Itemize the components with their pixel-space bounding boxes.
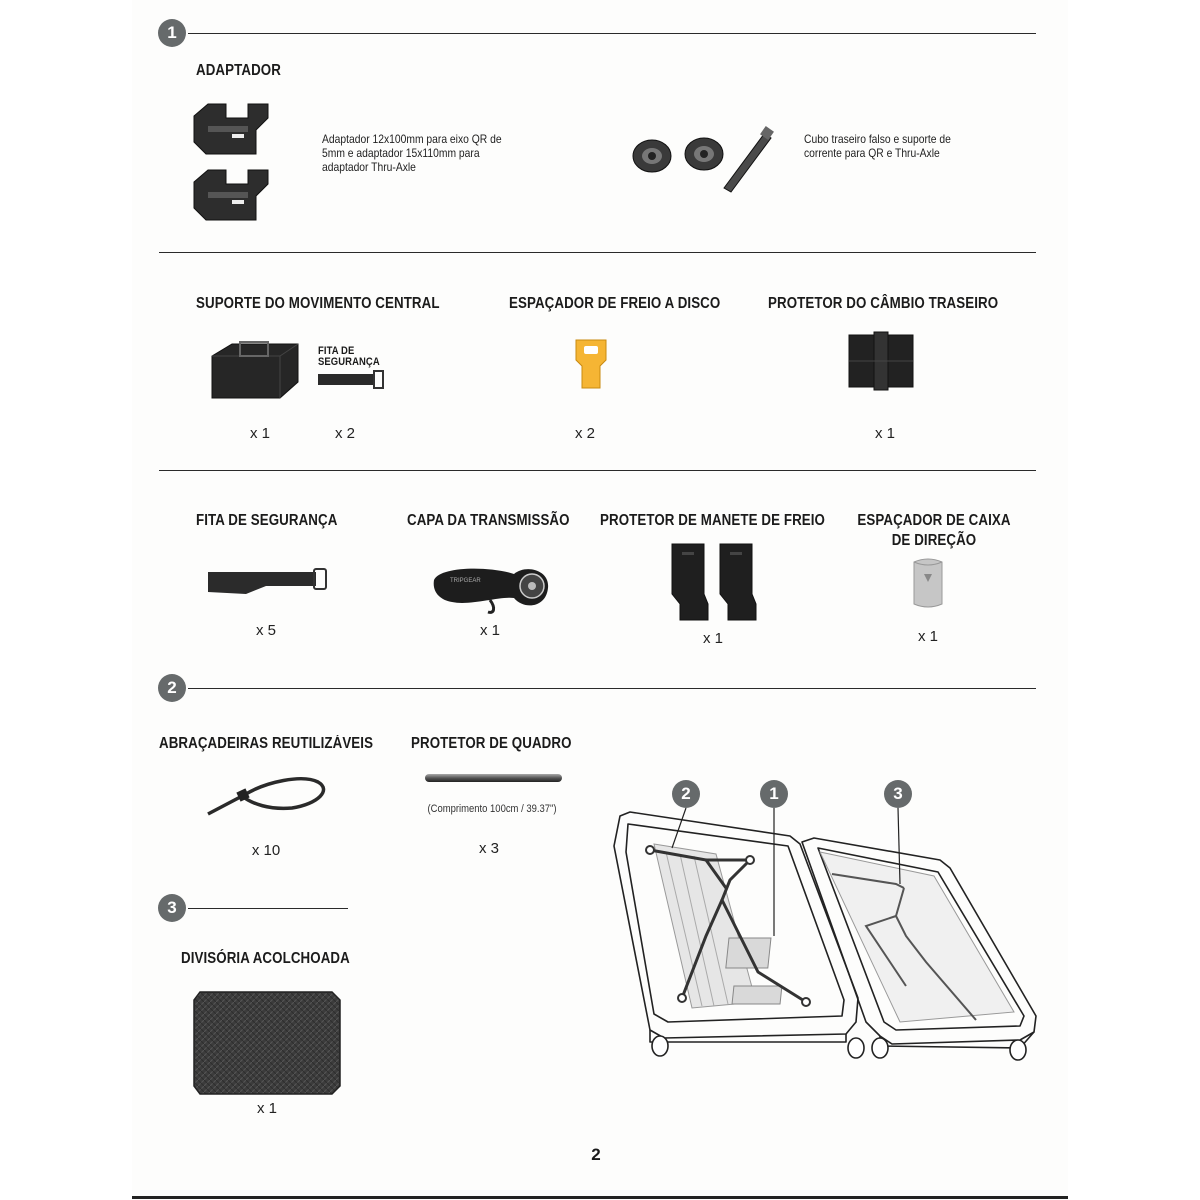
headset-spacer-heading bbox=[848, 512, 1020, 550]
bb-support-block-illustration bbox=[210, 340, 302, 402]
bb-strap-illustration bbox=[316, 370, 386, 390]
derailleur-protector-illustration bbox=[846, 332, 916, 392]
bb-strap-qty: x 2 bbox=[334, 425, 355, 442]
bb-strap-label: FITA DE SEGURANÇA bbox=[318, 345, 380, 368]
padded-divider-qty: x 1 bbox=[256, 1100, 277, 1117]
headset-spacer-heading-line1: ESPAÇADOR DE CAIXA bbox=[857, 512, 1011, 529]
adapter-heading: ADAPTADOR bbox=[196, 62, 281, 79]
padded-divider-illustration bbox=[192, 990, 342, 1096]
disc-spacer-qty: x 2 bbox=[574, 425, 595, 442]
safety-strap-qty: x 5 bbox=[255, 622, 276, 639]
section-3-rule bbox=[188, 908, 348, 909]
headset-spacer-illustration bbox=[910, 556, 946, 610]
drivetrain-cover-qty: x 1 bbox=[479, 622, 500, 639]
divider-rule-2 bbox=[159, 470, 1036, 471]
case-callout-1: 1 bbox=[760, 780, 788, 808]
frame-protector-heading: PROTETOR DE QUADRO bbox=[411, 735, 572, 752]
frame-protector-note: (Comprimento 100cm / 39.37") bbox=[427, 803, 557, 815]
derailleur-qty: x 1 bbox=[874, 425, 895, 442]
derailleur-heading: PROTETOR DO CÂMBIO TRASEIRO bbox=[768, 295, 999, 312]
safety-strap-illustration bbox=[206, 568, 330, 598]
headset-spacer-qty: x 1 bbox=[917, 628, 938, 645]
drivetrain-cover-illustration bbox=[430, 562, 554, 614]
section-1-rule bbox=[188, 33, 1036, 34]
safety-strap-heading: FITA DE SEGURANÇA bbox=[196, 512, 338, 529]
section-2-badge: 2 bbox=[158, 674, 186, 702]
zip-ties-qty: x 10 bbox=[251, 842, 281, 859]
zip-ties-heading: ABRAÇADEIRAS REUTILIZÁVEIS bbox=[159, 735, 374, 752]
page-number: 2 bbox=[591, 1145, 601, 1164]
brake-lever-qty: x 1 bbox=[702, 630, 723, 647]
case-callout-3: 3 bbox=[884, 780, 912, 808]
section-3-badge: 3 bbox=[158, 894, 186, 922]
brake-lever-heading: PROTETOR DE MANETE DE FREIO bbox=[600, 512, 826, 529]
section-2-rule bbox=[188, 688, 1036, 689]
section-1-badge: 1 bbox=[158, 19, 186, 47]
bb-block-qty: x 1 bbox=[249, 425, 270, 442]
brake-lever-protector-illustration bbox=[668, 542, 764, 624]
frame-protector-illustration bbox=[424, 772, 564, 786]
dummy-hub-description: Cubo traseiro falso e suporte de corrente para QR e Thru-Axle bbox=[804, 132, 951, 160]
disc-spacer-heading: ESPAÇADOR DE FREIO A DISCO bbox=[509, 295, 721, 312]
divider-rule-1 bbox=[159, 252, 1036, 253]
case-callout-2: 2 bbox=[672, 780, 700, 808]
svg-text:TRIPGEAR: TRIPGEAR bbox=[450, 578, 481, 584]
dummy-hub-illustration bbox=[628, 126, 778, 196]
zip-ties-illustration bbox=[206, 770, 330, 820]
drivetrain-cover-heading: CAPA DA TRANSMISSÃO bbox=[407, 512, 570, 529]
frame-protector-qty: x 3 bbox=[478, 840, 499, 857]
page-bottom-rule bbox=[132, 1196, 1068, 1199]
bb-support-heading: SUPORTE DO MOVIMENTO CENTRAL bbox=[196, 295, 440, 312]
headset-spacer-heading-line2: DE DIREÇÃO bbox=[891, 532, 977, 549]
padded-divider-heading: DIVISÓRIA ACOLCHOADA bbox=[181, 950, 350, 967]
adapter-description: Adaptador 12x100mm para eixo QR de 5mm e adaptador 15x110mm para adaptador Thru-Axle bbox=[322, 132, 502, 174]
axle-adapter-illustration bbox=[186, 96, 286, 226]
bike-case-diagram bbox=[606, 776, 1046, 1066]
disc-spacer-illustration bbox=[572, 338, 612, 392]
